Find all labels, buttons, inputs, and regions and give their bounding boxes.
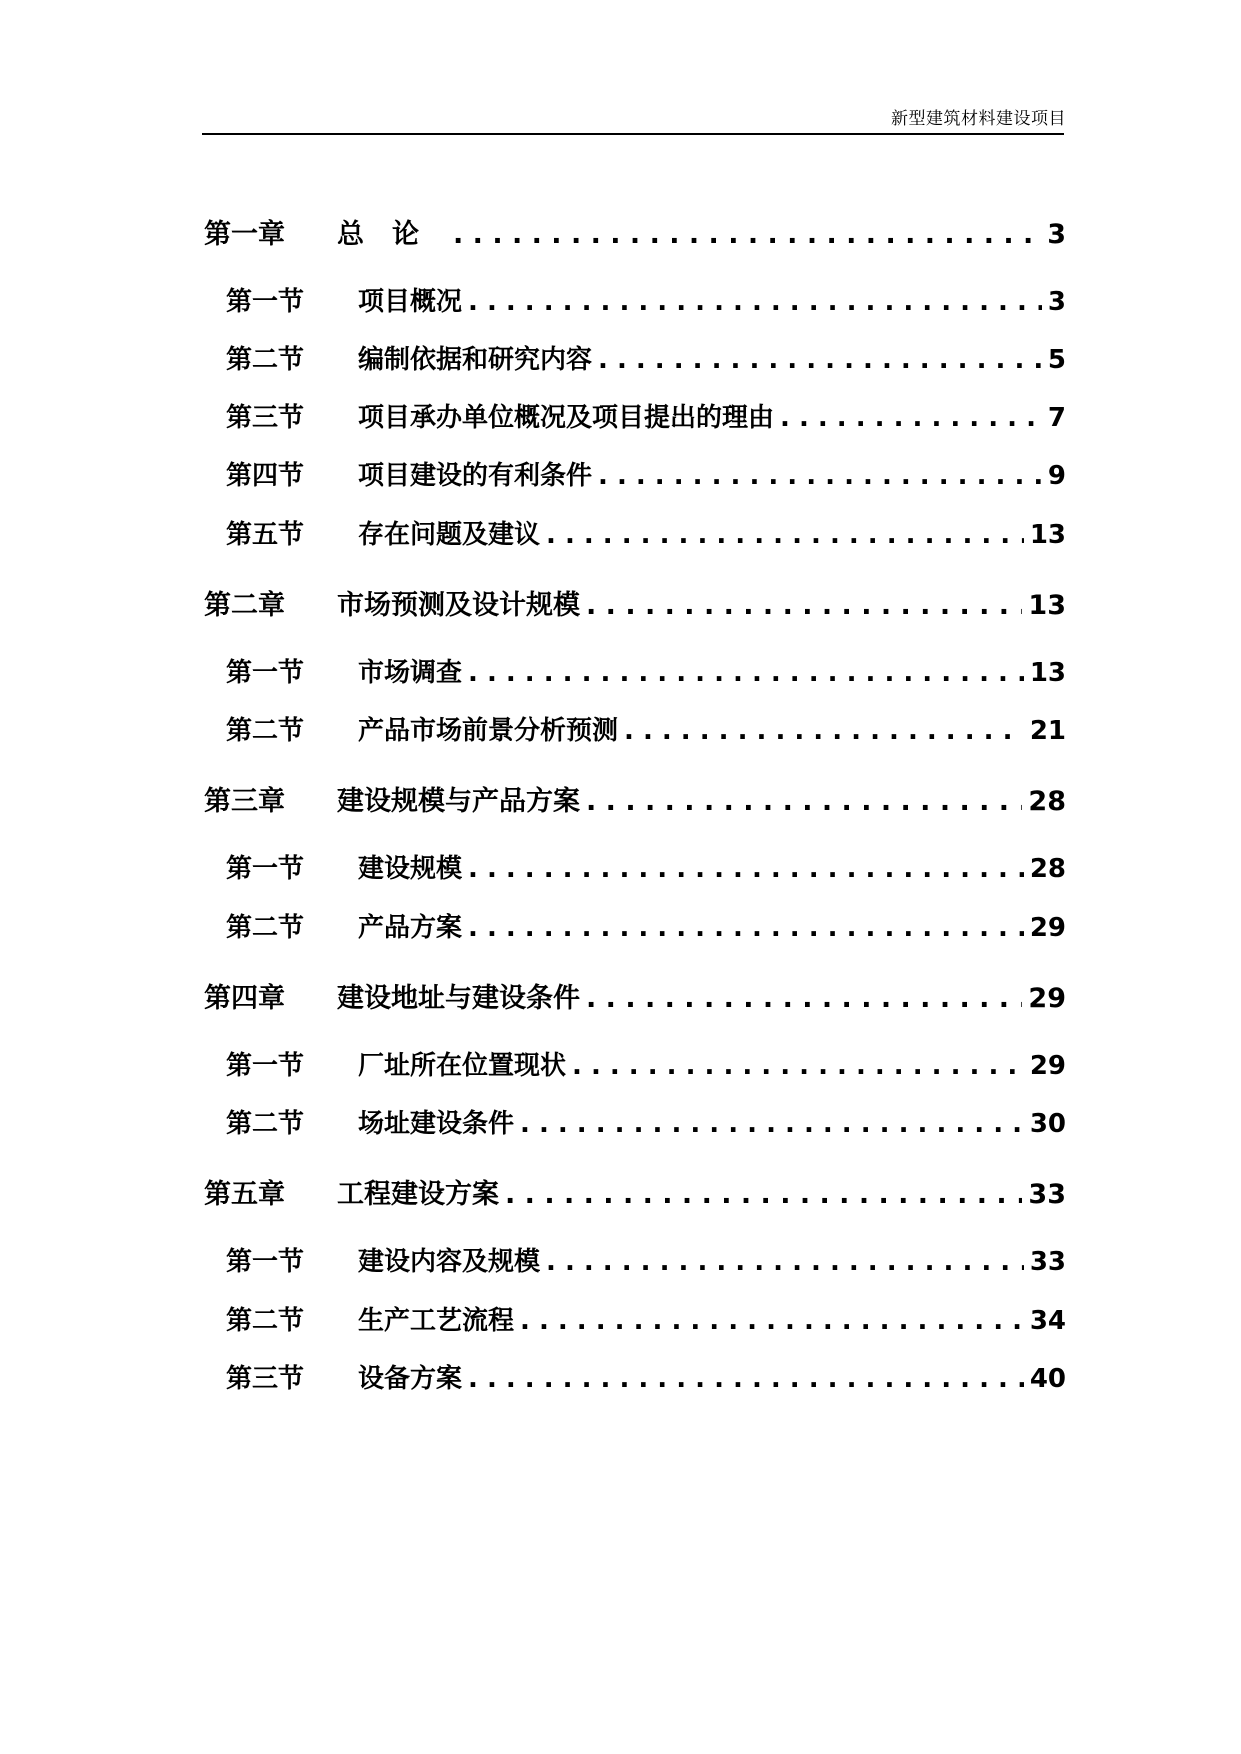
- toc-dot-leader: [586, 983, 1022, 1014]
- toc-entry-label: 第一节: [226, 658, 305, 688]
- toc-entry-label: 第一节: [226, 287, 305, 317]
- toc-entry-section[interactable]: [226, 1103, 1066, 1140]
- toc-entry-label: 第三节: [226, 1364, 305, 1394]
- toc-entry-title: 编制依据和研究内容: [358, 345, 593, 375]
- toc-entry-title: 建设地址与建设条件: [337, 983, 580, 1014]
- toc-dot-leader: [505, 1179, 1022, 1210]
- toc-entry-page: 34: [1029, 1306, 1066, 1336]
- toc-dot-leader: [780, 403, 1042, 433]
- toc-entry-label: 第二节: [226, 1109, 305, 1139]
- toc-entry-page: 30: [1029, 1109, 1066, 1139]
- toc-entry-page: 21: [1029, 716, 1066, 746]
- toc-dot-leader: [468, 1364, 1024, 1394]
- toc-entry-title: 建设规模: [358, 854, 463, 884]
- toc-entry-title: 设备方案: [358, 1364, 463, 1394]
- header-title: 新型建筑材料建设项目: [891, 109, 1066, 129]
- toc-entry-page: 29: [1029, 913, 1066, 943]
- toc-entry-page: 40: [1029, 1364, 1066, 1394]
- toc-entry-section[interactable]: [226, 455, 1066, 492]
- toc-entry-title: 场址建设条件: [358, 1109, 515, 1139]
- toc-entry-title: 工程建设方案: [337, 1179, 499, 1210]
- toc-entry-chapter[interactable]: [204, 583, 1066, 622]
- toc-entry-page: 28: [1029, 854, 1066, 884]
- toc-entry-page: 9: [1047, 461, 1066, 491]
- toc-entry-label: 第四章: [204, 983, 285, 1014]
- toc-entry-page: 13: [1028, 590, 1066, 621]
- toc-entry-page: 29: [1029, 1051, 1066, 1081]
- toc-entry-section[interactable]: [226, 514, 1066, 551]
- toc-entry-label: 第一章: [204, 219, 285, 250]
- toc-entry-title: 项目承办单位概况及项目提出的理由: [358, 403, 775, 433]
- toc-entry-section[interactable]: [226, 281, 1066, 318]
- toc-entry-label: 第一节: [226, 1051, 305, 1081]
- toc-entry-label: 第一节: [226, 1247, 305, 1277]
- toc-dot-leader: [546, 1247, 1024, 1277]
- toc-entry-label: 第二节: [226, 1306, 305, 1336]
- toc-entry-label: 第三节: [226, 403, 305, 433]
- toc-dot-leader: [453, 219, 1041, 250]
- toc-entry-label: 第二节: [226, 716, 305, 746]
- toc-entry-title: 建设规模与产品方案: [337, 786, 580, 817]
- toc-entry-section[interactable]: [226, 1045, 1066, 1082]
- toc-entry-label: 第五节: [226, 520, 305, 550]
- toc-entry-label: 第三章: [204, 786, 285, 817]
- toc-entry-page: 28: [1028, 786, 1066, 817]
- toc-entry-title: 项目建设的有利条件: [358, 461, 593, 491]
- toc-entry-chapter[interactable]: [204, 1172, 1066, 1211]
- toc-entry-section[interactable]: [226, 907, 1066, 944]
- toc-entry-title: 厂址所在位置现状: [358, 1051, 567, 1081]
- toc-entry-title: 市场预测及设计规模: [337, 590, 580, 621]
- toc-entry-page: 5: [1047, 345, 1066, 375]
- toc-entry-section[interactable]: [226, 397, 1066, 434]
- toc-entry-page: 7: [1047, 403, 1066, 433]
- toc-dot-leader: [572, 1051, 1024, 1081]
- toc-entry-page: 13: [1029, 658, 1066, 688]
- toc-entry-page: 13: [1029, 520, 1066, 550]
- toc-entry-chapter[interactable]: [204, 779, 1066, 818]
- toc-dot-leader: [468, 658, 1024, 688]
- toc-entry-chapter[interactable]: [204, 976, 1066, 1015]
- toc-entry-section[interactable]: [226, 1358, 1066, 1395]
- toc-entry-section[interactable]: [226, 1300, 1066, 1337]
- toc-entry-page: 3: [1047, 287, 1066, 317]
- toc-entry-section[interactable]: [226, 339, 1066, 376]
- toc-entry-title: 市场调查: [358, 658, 463, 688]
- toc-entry-section[interactable]: [226, 1241, 1066, 1278]
- toc-entry-title: 总论: [337, 219, 447, 250]
- toc-dot-leader: [468, 287, 1042, 317]
- toc-entry-label: 第四节: [226, 461, 305, 491]
- toc-entry-page: 29: [1028, 983, 1066, 1014]
- toc-entry-label: 第一节: [226, 854, 305, 884]
- toc-dot-leader: [468, 854, 1024, 884]
- toc-dot-leader: [586, 590, 1022, 621]
- toc-dot-leader: [586, 786, 1022, 817]
- toc-dot-leader: [624, 716, 1024, 746]
- toc-entry-page: 3: [1047, 219, 1066, 250]
- toc-dot-leader: [598, 461, 1042, 491]
- toc-entry-section[interactable]: [226, 710, 1066, 747]
- toc-entry-section[interactable]: [226, 652, 1066, 689]
- toc-entry-page: 33: [1029, 1247, 1066, 1277]
- toc-dot-leader: [468, 913, 1024, 943]
- toc-entry-page: 33: [1028, 1179, 1066, 1210]
- toc-entry-title: 建设内容及规模: [358, 1247, 541, 1277]
- toc-entry-title: 项目概况: [358, 287, 463, 317]
- toc-entry-title: 产品方案: [358, 913, 463, 943]
- toc-dot-leader: [520, 1306, 1024, 1336]
- toc-entry-label: 第二章: [204, 590, 285, 621]
- toc-dot-leader: [520, 1109, 1024, 1139]
- toc-entry-title: 生产工艺流程: [358, 1306, 515, 1336]
- toc-dot-leader: [598, 345, 1042, 375]
- toc-entry-section[interactable]: [226, 848, 1066, 885]
- toc-entry-label: 第二节: [226, 913, 305, 943]
- toc-entry-label: 第五章: [204, 1179, 285, 1210]
- toc-dot-leader: [546, 520, 1024, 550]
- toc-entry-label: 第二节: [226, 345, 305, 375]
- toc-entry-title: 产品市场前景分析预测: [358, 716, 619, 746]
- toc-entry-chapter[interactable]: [204, 212, 1066, 251]
- toc-entry-title: 存在问题及建议: [358, 520, 541, 550]
